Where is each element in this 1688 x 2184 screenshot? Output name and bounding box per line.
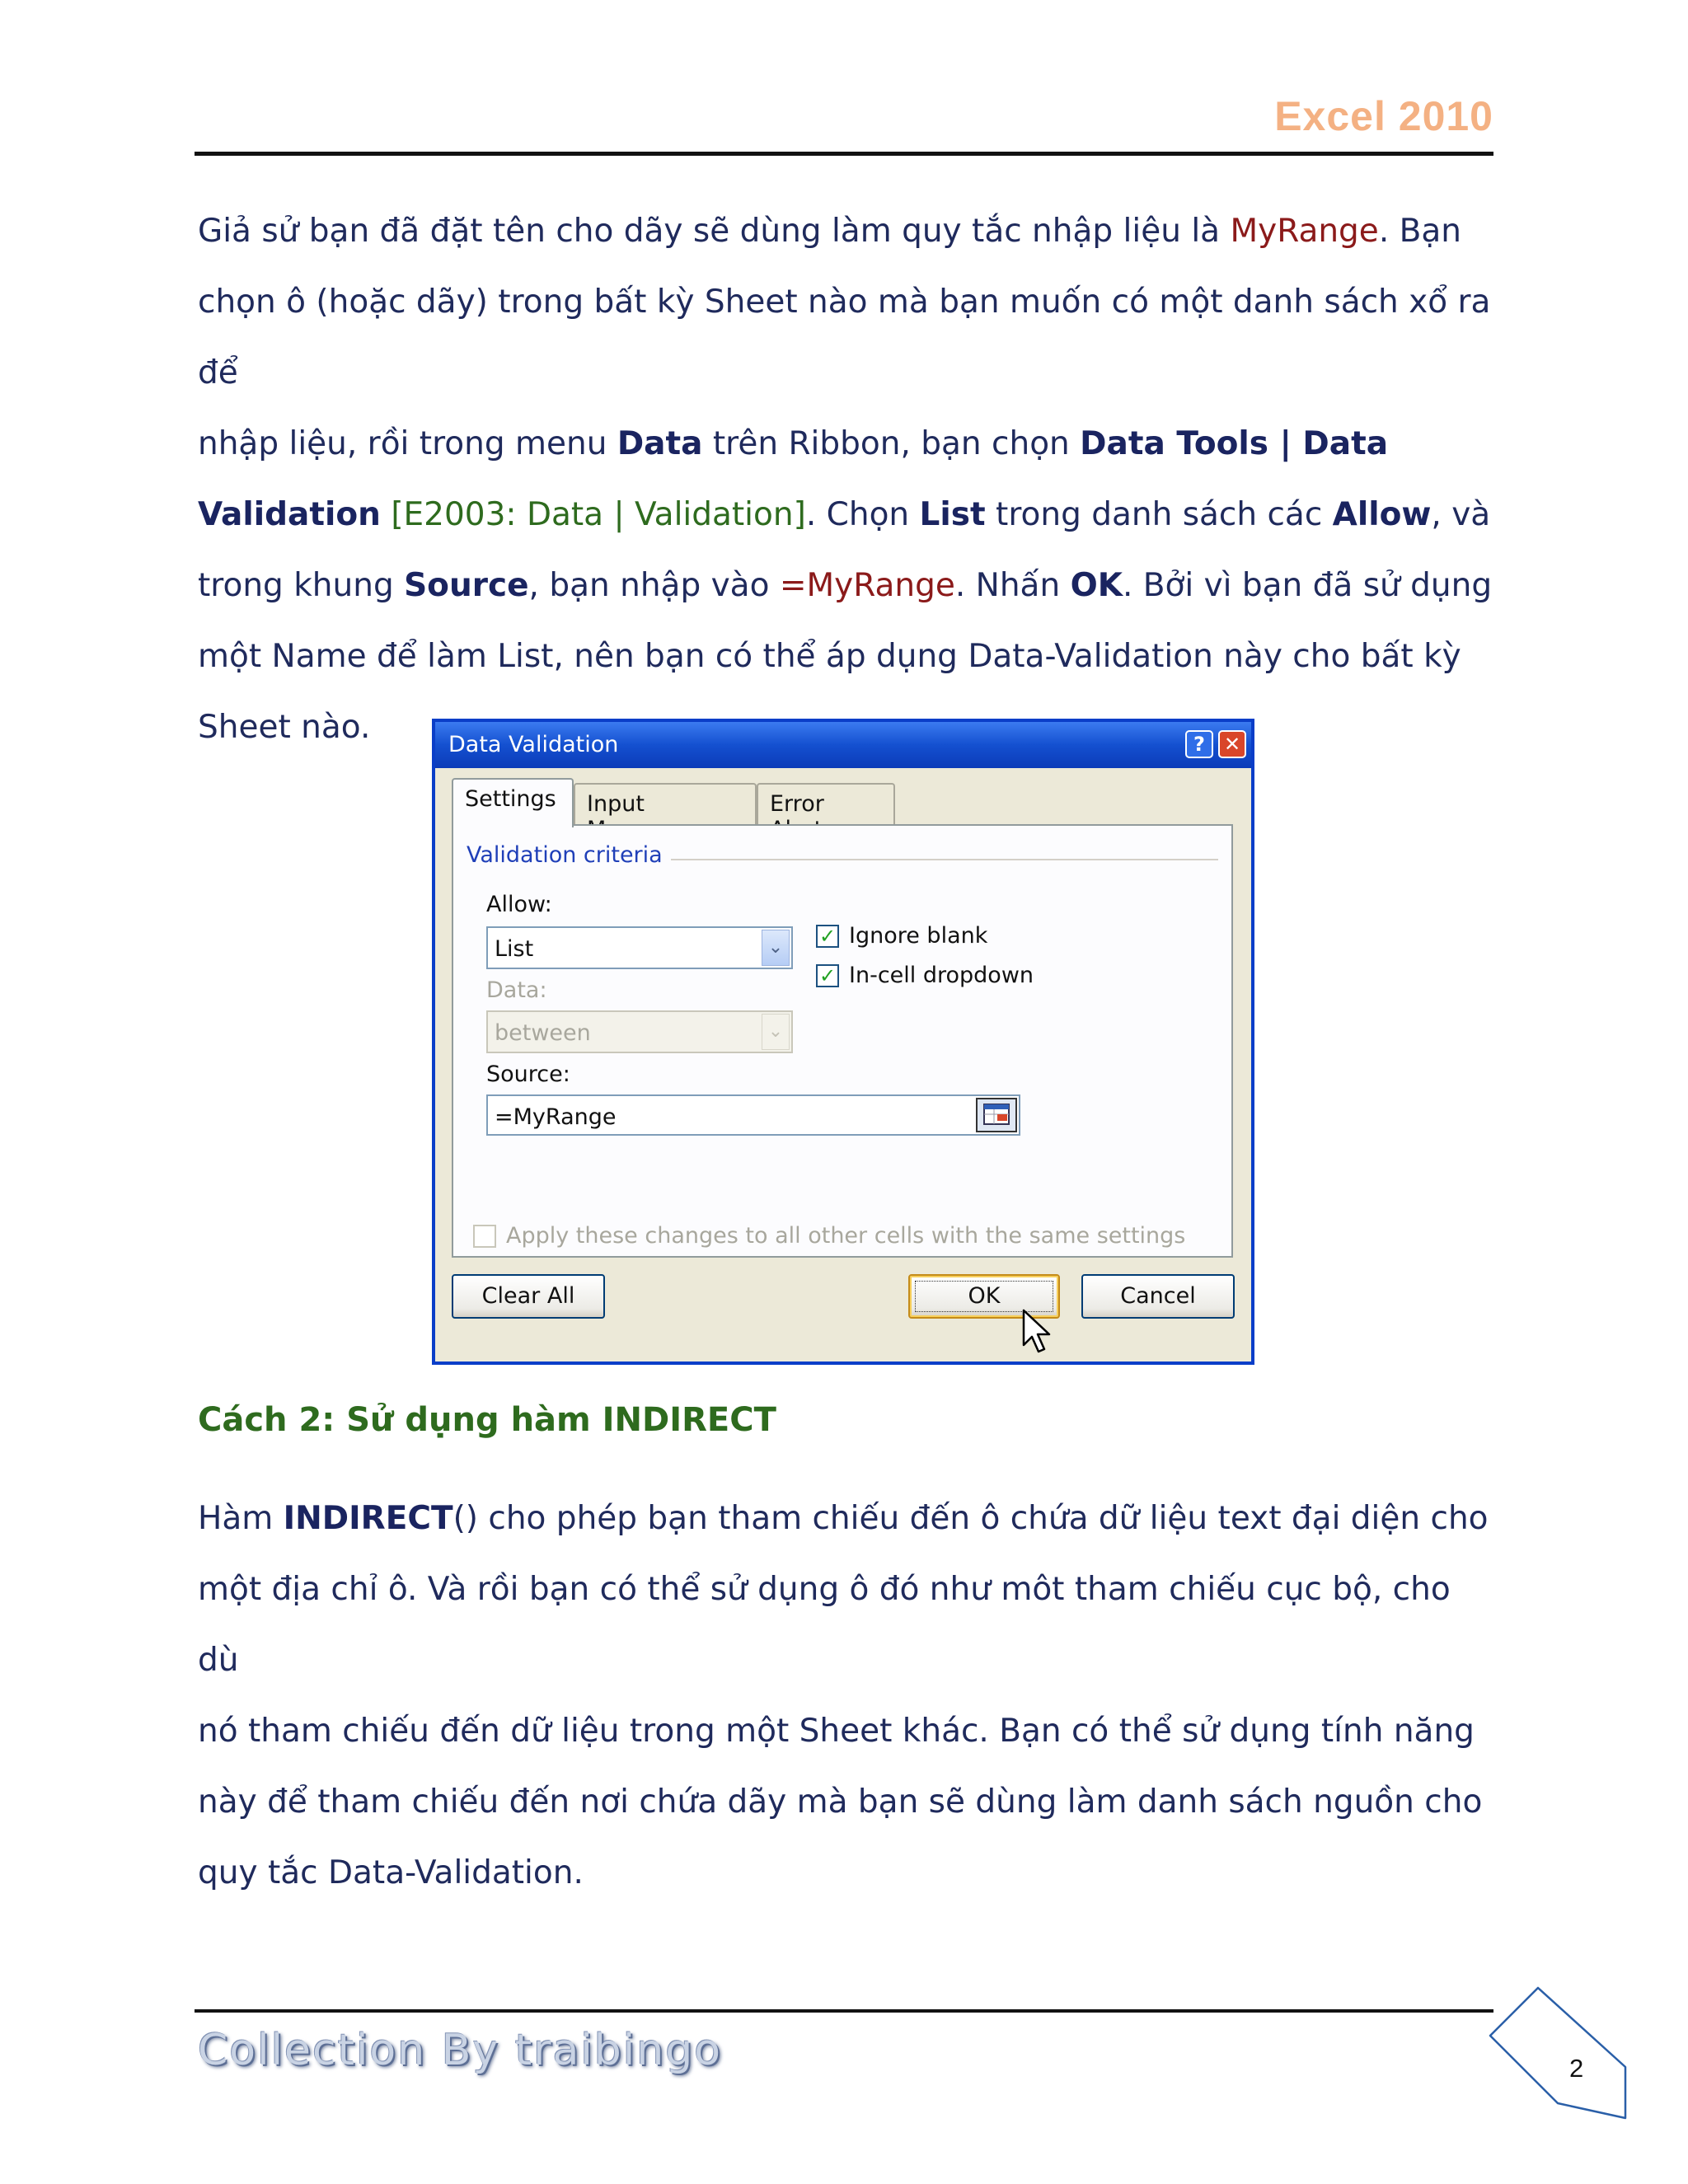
page-number: 2 xyxy=(1569,2054,1584,2083)
paragraph-1-line-7: Sheet nào. xyxy=(198,709,371,746)
in-cell-dropdown-label: In-cell dropdown xyxy=(849,963,1034,988)
paragraph-2-line-3: nó tham chiếu đến dữ liệu trong một Sheet khác. Bạn có thể sử dụng tính năng xyxy=(198,1713,1475,1750)
footer-divider xyxy=(195,2009,1493,2013)
tab-input-message[interactable]: Input xyxy=(574,783,757,824)
ignore-blank-label: Ignore blank xyxy=(849,923,988,949)
allow-select[interactable] xyxy=(486,926,793,969)
settings-panel xyxy=(452,824,1233,1258)
allow-label: Allow: xyxy=(486,892,552,917)
source-input[interactable] xyxy=(486,1094,1020,1136)
data-select xyxy=(486,1010,793,1053)
header-divider xyxy=(195,152,1493,156)
source-input-value: =MyRange xyxy=(495,1104,617,1130)
paragraph-2-line-2: một địa chỉ ô. Và rồi bạn có thể sử dụng ô đó như môt tham chiếu cục bộ, cho dù xyxy=(198,1571,1451,1679)
paragraph-2-line-1: Hàm INDIRECT() cho phép bạn tham chiếu đến ô chứa dữ liệu text đại diện cho xyxy=(198,1500,1489,1537)
page-number-badge-icon xyxy=(1484,1985,1632,2133)
chevron-down-icon: ⌄ xyxy=(762,1014,790,1050)
data-label: Data: xyxy=(486,977,547,1003)
group-divider xyxy=(658,859,1218,860)
range-select-icon xyxy=(978,1099,1015,1131)
section-heading: Cách 2: Sử dụng hàm INDIRECT xyxy=(198,1401,776,1439)
collapse-dialog-button[interactable] xyxy=(976,1098,1017,1132)
paragraph-1-line-6: một Name để làm List, nên bạn có thể áp dụng Data-Validation này cho bất kỳ xyxy=(198,638,1461,675)
help-icon: ? xyxy=(1193,733,1205,756)
cancel-button[interactable]: Cancel xyxy=(1081,1274,1235,1319)
close-icon: ✕ xyxy=(1223,733,1241,756)
paragraph-1-line-4: Validation [E2003: Data | Validation]. Chọn List trong danh sách các Allow, và xyxy=(198,496,1491,533)
dialog-titlebar xyxy=(435,722,1251,768)
tab-error-alert[interactable]: Error xyxy=(757,783,895,824)
tab-settings[interactable]: Settings xyxy=(452,778,574,827)
help-button[interactable] xyxy=(1185,730,1213,758)
dialog-title: Data Validation xyxy=(448,732,619,757)
data-validation-dialog xyxy=(432,719,1254,1365)
mouse-cursor-icon xyxy=(1022,1309,1055,1355)
focus-ring xyxy=(915,1281,1053,1312)
close-button[interactable] xyxy=(1218,730,1246,758)
allow-select-value: List xyxy=(495,936,534,962)
ignore-blank-checkbox[interactable]: ✓ xyxy=(816,925,839,948)
paragraph-1-line-3: nhập liệu, rồi trong menu Data trên Ribbon, bạn chọn Data Tools | Data xyxy=(198,425,1389,462)
source-label: Source: xyxy=(486,1062,570,1087)
footer-brand: Collection By traibingo xyxy=(198,2026,723,2075)
in-cell-dropdown-checkbox[interactable]: ✓ xyxy=(816,964,839,987)
chevron-down-icon[interactable]: ⌄ xyxy=(762,930,790,966)
ok-button-label: OK xyxy=(968,1283,1001,1309)
apply-all-label: Apply these changes to all other cells with the same settings xyxy=(506,1223,1186,1249)
document-header-title: Excel 2010 xyxy=(1274,93,1493,139)
data-select-value: between xyxy=(495,1020,591,1046)
paragraph-2-line-5: quy tắc Data-Validation. xyxy=(198,1854,584,1891)
paragraph-2-line-4: này để tham chiếu đến nơi chứa dãy mà bạn sẽ dùng làm danh sách nguồn cho xyxy=(198,1783,1483,1821)
paragraph-1-line-1: Giả sử bạn đã đặt tên cho dãy sẽ dùng làm quy tắc nhập liệu là MyRange. Bạn xyxy=(198,213,1461,250)
paragraph-1-line-2: chọn ô (hoặc dãy) trong bất kỳ Sheet nào mà bạn muốn có một danh sách xổ ra để xyxy=(198,284,1491,391)
clear-all-button[interactable]: Clear All xyxy=(452,1274,605,1319)
paragraph-1 xyxy=(198,196,1500,763)
apply-all-checkbox xyxy=(473,1225,496,1248)
paragraph-2 xyxy=(198,1483,1500,1909)
validation-criteria-label: Validation criteria xyxy=(467,842,671,868)
paragraph-1-line-5: trong khung Source, bạn nhập vào =MyRange. Nhấn OK. Bởi vì bạn đã sử dụng xyxy=(198,567,1493,604)
myrange-highlight: MyRange xyxy=(1230,213,1379,250)
